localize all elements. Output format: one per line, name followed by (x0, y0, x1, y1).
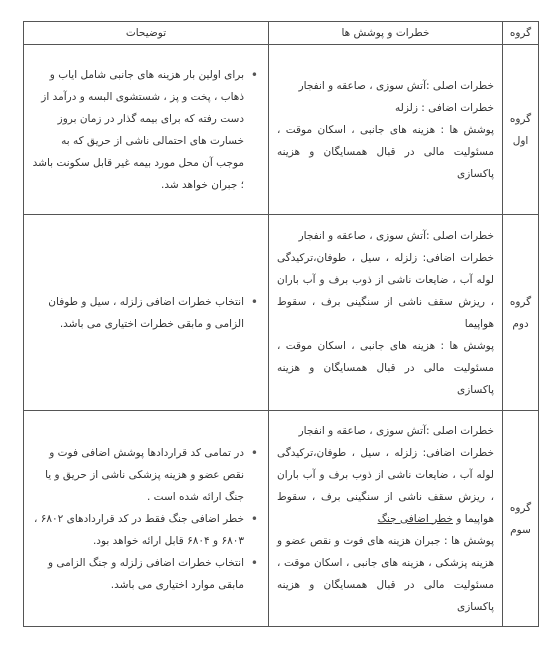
main-risks-text: خطرات اصلی :آتش سوزی ، صاعقه و انفجار (298, 79, 494, 92)
group-label: گروه (509, 112, 532, 125)
notes-cell-1 (24, 45, 269, 215)
group-number: اول (512, 134, 529, 147)
header-group: گروه (503, 22, 539, 45)
additional-risks-text: خطرات اضافی: زلزله ، سیل ، طوفان،ترکیدگی لوله آب ، ضایعات ناشی از ذوب برف و آب باران ، ریزش سقف ناشی از سنگینی برف ، سقوط هواپیما (277, 251, 494, 330)
group-cell-3 (503, 411, 539, 627)
group-number: سوم (510, 523, 531, 536)
risks-cell-1 (269, 45, 503, 215)
main-risks-text: خطرات اصلی :آتش سوزی ، صاعقه و انفجار (298, 424, 494, 437)
notes-cell-3 (24, 411, 269, 627)
main-risks-text: خطرات اصلی :آتش سوزی ، صاعقه و انفجار (298, 229, 494, 242)
coverages-text: پوشش ها : هزینه های جانبی ، اسکان موقت ، مسئولیت مالی در قبال همسایگان و هزینه پاکسازی (277, 123, 494, 180)
note-item: • در تمامی کد قراردادها پوشش اضافی فوت و نقص عضو و هزینه پزشکی ناشی از حریق و یا جنگ ارائه شده است . (32, 442, 244, 508)
note-item: • خطر اضافی جنگ فقط در کد قراردادهای ۶۸۰۲ ، ۶۸۰۳ و ۶۸۰۴ قابل ارائه خواهد بود. (32, 508, 244, 552)
notes-cell-2 (24, 215, 269, 411)
note-item: • برای اولین بار هزینه های جانبی شامل ایاب و ذهاب ، پخت و پز ، شستشوی البسه و درآمد از دست رفته که برای بیمه گذار در زمان بروز خسارت های احتمالی ناشی از حریق که به موجب آن محل مورد بیمه غیر قابل سکونت باشد ؛ جبران خواهد شد. (32, 64, 244, 196)
header-notes: توضیحات (24, 22, 269, 45)
group-cell-1 (503, 45, 539, 215)
additional-risks-text: خطرات اضافی : زلزله (395, 101, 494, 114)
notes-list (32, 442, 260, 596)
table-header-row (24, 22, 539, 45)
group-number: دوم (512, 317, 529, 330)
note-item: • انتخاب خطرات اضافی زلزله ، سیل و طوفان الزامی و مابقی خطرات اختیاری می باشد. (32, 291, 244, 335)
table-row-group-2 (24, 215, 539, 411)
additional-risks-text (277, 442, 494, 530)
group-label: گروه (509, 501, 532, 514)
group-label: گروه (509, 295, 532, 308)
war-risk-underlined: خطر اضافی جنگ (377, 512, 453, 525)
insurance-groups-table (23, 21, 539, 627)
insurance-groups-document (23, 21, 538, 627)
table-row-group-1 (24, 45, 539, 215)
table-row-group-3 (24, 411, 539, 627)
coverages-text: پوشش ها : هزینه های جانبی ، اسکان موقت ، مسئولیت مالی در قبال همسایگان و هزینه پاکسازی (277, 339, 494, 396)
additional-risks-prefix: خطرات اضافی: زلزله ، سیل ، طوفان،ترکیدگی لوله آب ، ضایعات ناشی از ذوب برف و آب باران ، ریزش سقف ناشی از سنگینی برف ، سقوط هواپیما و (277, 446, 494, 525)
coverages-text: پوشش ها : جبران هزینه های فوت و نقص عضو و هزینه پزشکی ، هزینه های جانبی ، اسکان موقت ، مسئولیت مالی در قبال همسایگان و هزینه پاکسازی (277, 534, 494, 613)
note-item: • انتخاب خطرات اضافی زلزله و جنگ الزامی و مابقی موارد اختیاری می باشد. (32, 552, 244, 596)
notes-list (32, 64, 260, 196)
risks-cell-3 (269, 411, 503, 627)
header-risks: خطرات و پوشش ها (269, 22, 503, 45)
group-cell-2 (503, 215, 539, 411)
notes-list (32, 291, 260, 335)
risks-cell-2 (269, 215, 503, 411)
